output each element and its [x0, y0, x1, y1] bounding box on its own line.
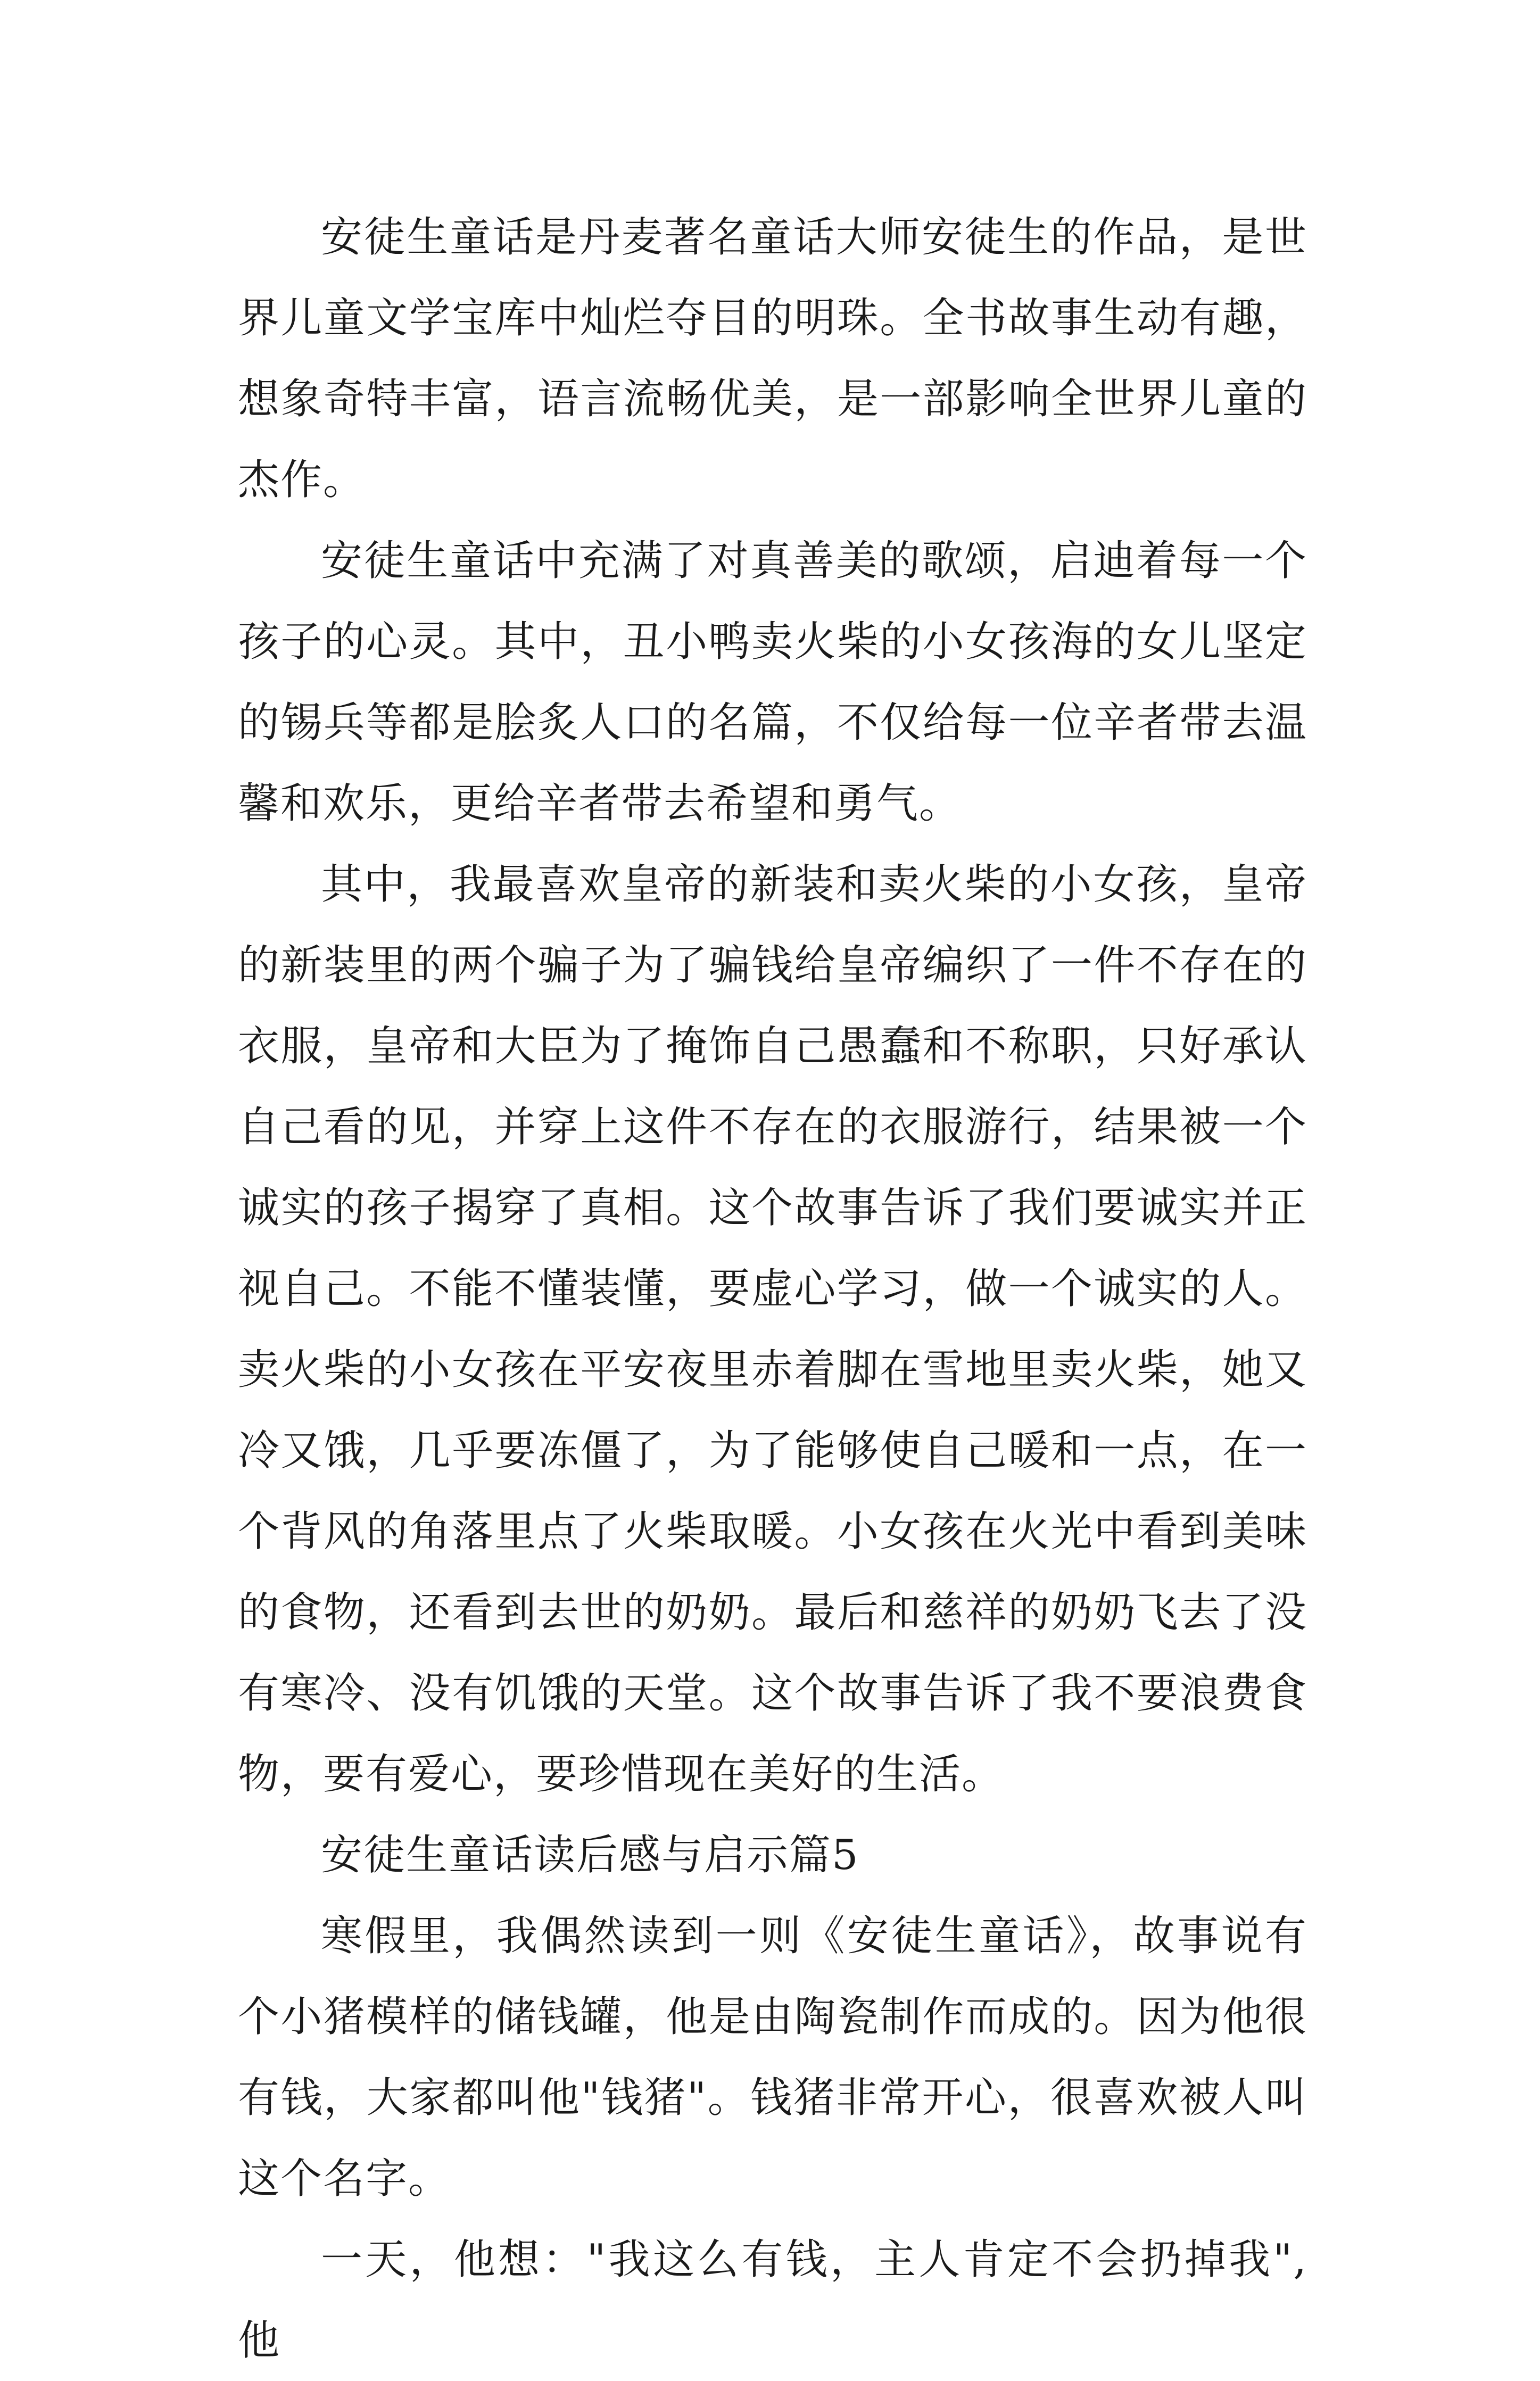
paragraph-one-day: 一天，他想："我这么有钱，主人肯定不会扔掉我",他 — [238, 2236, 1307, 2365]
body-text — [238, 197, 1307, 2381]
paragraph-praise: 安徒生童话中充满了对真善美的歌颂，启迪着每一个孩子的心灵。其中，丑小鸭卖火柴的小女孩海的女儿坚定的锡兵等都是脍炙人口的名篇，不仅给每一位辛者带去温馨和欢乐，更给辛者带去希望和勇气。 — [238, 537, 1307, 828]
paragraph-intro: 安徒生童话是丹麦著名童话大师安徒生的作品，是世界儿童文学宝库中灿烂夺目的明珠。全书故事生动有趣，想象奇特丰富，语言流畅优美，是一部影响全世界儿童的杰作。 — [238, 213, 1307, 504]
paragraph-piggy-bank: 寒假里，我偶然读到一则《安徒生童话》，故事说有个小猪模样的储钱罐，他是由陶瓷制作而成的。因为他很有钱，大家都叫他"钱猪"。钱猪非常开心，很喜欢被人叫这个名字。 — [238, 1912, 1307, 2203]
paragraph-favorites: 其中，我最喜欢皇帝的新装和卖火柴的小女孩，皇帝的新装里的两个骗子为了骗钱给皇帝编织了一件不存在的衣服，皇帝和大臣为了掩饰自己愚蠢和不称职，只好承认自己看的见，并穿上这件不存在的衣服游行，结果被一个诚实的孩子揭穿了真相。这个故事告诉了我们要诚实并正视自己。不能不懂装懂，要虚心学习，做一个诚实的人。卖火柴的小女孩在平安夜里赤着脚在雪地里卖火柴，她又冷又饿，几乎要冻僵了，为了能够使自己暖和一点，在一个背风的角落里点了火柴取暖。小女孩在火光中看到美味的食物，还看到去世的奶奶。最后和慈祥的奶奶飞去了没有寒冷、没有饥饿的天堂。这个故事告诉了我不要浪费食物，要有爱心，要珍惜现在美好的生活。 — [238, 861, 1307, 1798]
section-heading: 安徒生童话读后感与启示篇5 — [321, 1831, 859, 1879]
